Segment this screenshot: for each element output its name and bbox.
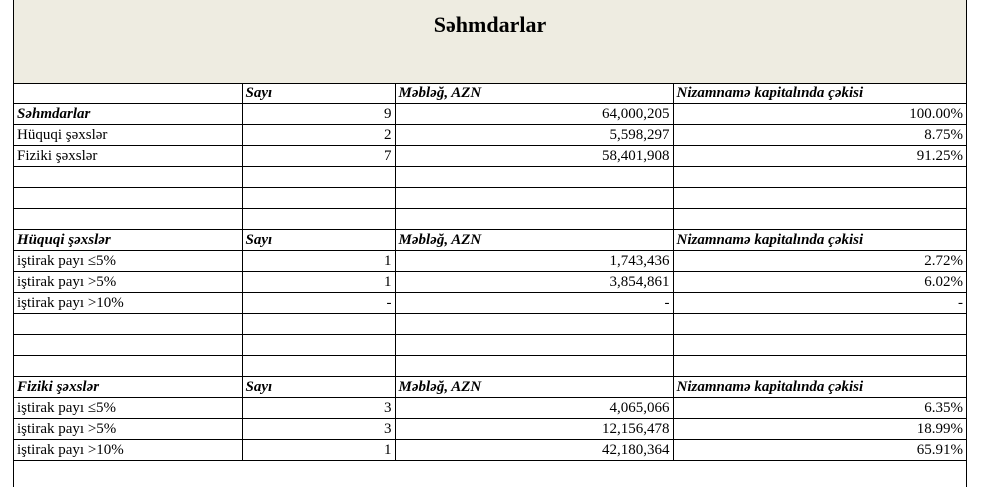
col-header-amount[interactable]: Məbləğ, AZN bbox=[395, 84, 673, 104]
empty-cell[interactable] bbox=[395, 335, 673, 356]
row-label[interactable]: iştirak payı >10% bbox=[14, 440, 242, 461]
empty-cell[interactable] bbox=[14, 314, 242, 335]
cell-count[interactable]: 1 bbox=[242, 440, 395, 461]
col-header-share[interactable]: Nizamnamə kapitalında çəkisi bbox=[673, 230, 966, 251]
empty-row bbox=[14, 167, 966, 188]
table-row bbox=[14, 251, 966, 272]
cell-count[interactable]: 1 bbox=[242, 272, 395, 293]
cell-share[interactable]: 2.72% bbox=[673, 251, 966, 272]
table-row bbox=[14, 440, 966, 461]
cell-count[interactable]: 3 bbox=[242, 419, 395, 440]
row-label[interactable]: iştirak payı >5% bbox=[14, 419, 242, 440]
row-label[interactable]: iştirak payı >5% bbox=[14, 272, 242, 293]
cell-amount[interactable]: 4,065,066 bbox=[395, 398, 673, 419]
spreadsheet bbox=[13, 0, 967, 487]
section-label[interactable] bbox=[14, 84, 242, 104]
empty-cell[interactable] bbox=[395, 314, 673, 335]
empty-cell[interactable] bbox=[673, 167, 966, 188]
section-label[interactable]: Hüquqi şəxslər bbox=[14, 230, 242, 251]
col-header-share[interactable]: Nizamnamə kapitalında çəkisi bbox=[673, 377, 966, 398]
cell-amount[interactable]: 5,598,297 bbox=[395, 125, 673, 146]
row-label[interactable]: Səhmdarlar bbox=[14, 104, 242, 125]
cell-share[interactable]: 6.35% bbox=[673, 398, 966, 419]
empty-row bbox=[14, 188, 966, 209]
row-label[interactable]: iştirak payı ≤5% bbox=[14, 251, 242, 272]
col-header-count[interactable]: Sayı bbox=[242, 230, 395, 251]
table-row bbox=[14, 146, 966, 167]
empty-cell[interactable] bbox=[673, 209, 966, 230]
table-row bbox=[14, 272, 966, 293]
header-row bbox=[14, 377, 966, 398]
header-row bbox=[14, 84, 966, 104]
cell-share[interactable]: 65.91% bbox=[673, 440, 966, 461]
empty-cell[interactable] bbox=[242, 209, 395, 230]
empty-cell[interactable] bbox=[395, 356, 673, 377]
table-row bbox=[14, 293, 966, 314]
table-row bbox=[14, 104, 966, 125]
cell-count[interactable]: 1 bbox=[242, 251, 395, 272]
table-row bbox=[14, 125, 966, 146]
empty-row bbox=[14, 209, 966, 230]
col-header-amount[interactable]: Məbləğ, AZN bbox=[395, 377, 673, 398]
cell-amount[interactable]: 12,156,478 bbox=[395, 419, 673, 440]
empty-cell[interactable] bbox=[395, 209, 673, 230]
cell-count[interactable]: 7 bbox=[242, 146, 395, 167]
empty-cell[interactable] bbox=[395, 188, 673, 209]
col-header-share[interactable]: Nizamnamə kapitalında çəkisi bbox=[673, 84, 966, 104]
col-header-amount[interactable]: Məbləğ, AZN bbox=[395, 230, 673, 251]
empty-cell[interactable] bbox=[14, 188, 242, 209]
cell-amount[interactable]: 1,743,436 bbox=[395, 251, 673, 272]
cell-share[interactable]: 6.02% bbox=[673, 272, 966, 293]
cell-amount[interactable]: 3,854,861 bbox=[395, 272, 673, 293]
cell-amount[interactable]: 42,180,364 bbox=[395, 440, 673, 461]
cell-count[interactable]: - bbox=[242, 293, 395, 314]
empty-cell[interactable] bbox=[242, 356, 395, 377]
cell-share[interactable]: 91.25% bbox=[673, 146, 966, 167]
empty-cell[interactable] bbox=[395, 167, 673, 188]
row-label[interactable]: iştirak payı >10% bbox=[14, 293, 242, 314]
empty-cell[interactable] bbox=[242, 335, 395, 356]
page-title: Səhmdarlar bbox=[433, 12, 547, 37]
empty-cell[interactable] bbox=[242, 167, 395, 188]
row-label[interactable]: Hüquqi şəxslər bbox=[14, 125, 242, 146]
shareholders-table bbox=[14, 84, 966, 461]
empty-cell[interactable] bbox=[14, 209, 242, 230]
cell-share[interactable]: 8.75% bbox=[673, 125, 966, 146]
empty-row bbox=[14, 314, 966, 335]
cell-amount[interactable]: 58,401,908 bbox=[395, 146, 673, 167]
empty-row bbox=[14, 335, 966, 356]
empty-cell[interactable] bbox=[673, 335, 966, 356]
table-row bbox=[14, 398, 966, 419]
cell-amount[interactable]: 64,000,205 bbox=[395, 104, 673, 125]
empty-cell[interactable] bbox=[673, 314, 966, 335]
empty-cell[interactable] bbox=[14, 335, 242, 356]
col-header-count[interactable]: Sayı bbox=[242, 84, 395, 104]
cell-share[interactable]: - bbox=[673, 293, 966, 314]
empty-cell[interactable] bbox=[242, 188, 395, 209]
empty-row bbox=[14, 356, 966, 377]
cell-count[interactable]: 2 bbox=[242, 125, 395, 146]
cell-amount[interactable]: - bbox=[395, 293, 673, 314]
empty-cell[interactable] bbox=[14, 356, 242, 377]
empty-cell[interactable] bbox=[14, 167, 242, 188]
row-label[interactable]: Fiziki şəxslər bbox=[14, 146, 242, 167]
section-label[interactable]: Fiziki şəxslər bbox=[14, 377, 242, 398]
empty-cell[interactable] bbox=[673, 356, 966, 377]
cell-count[interactable]: 9 bbox=[242, 104, 395, 125]
cell-share[interactable]: 100.00% bbox=[673, 104, 966, 125]
title-block bbox=[14, 0, 966, 84]
header-row bbox=[14, 230, 966, 251]
empty-cell[interactable] bbox=[242, 314, 395, 335]
col-header-count[interactable]: Sayı bbox=[242, 377, 395, 398]
empty-cell[interactable] bbox=[673, 188, 966, 209]
row-label[interactable]: iştirak payı ≤5% bbox=[14, 398, 242, 419]
cell-share[interactable]: 18.99% bbox=[673, 419, 966, 440]
cell-count[interactable]: 3 bbox=[242, 398, 395, 419]
table-row bbox=[14, 419, 966, 440]
